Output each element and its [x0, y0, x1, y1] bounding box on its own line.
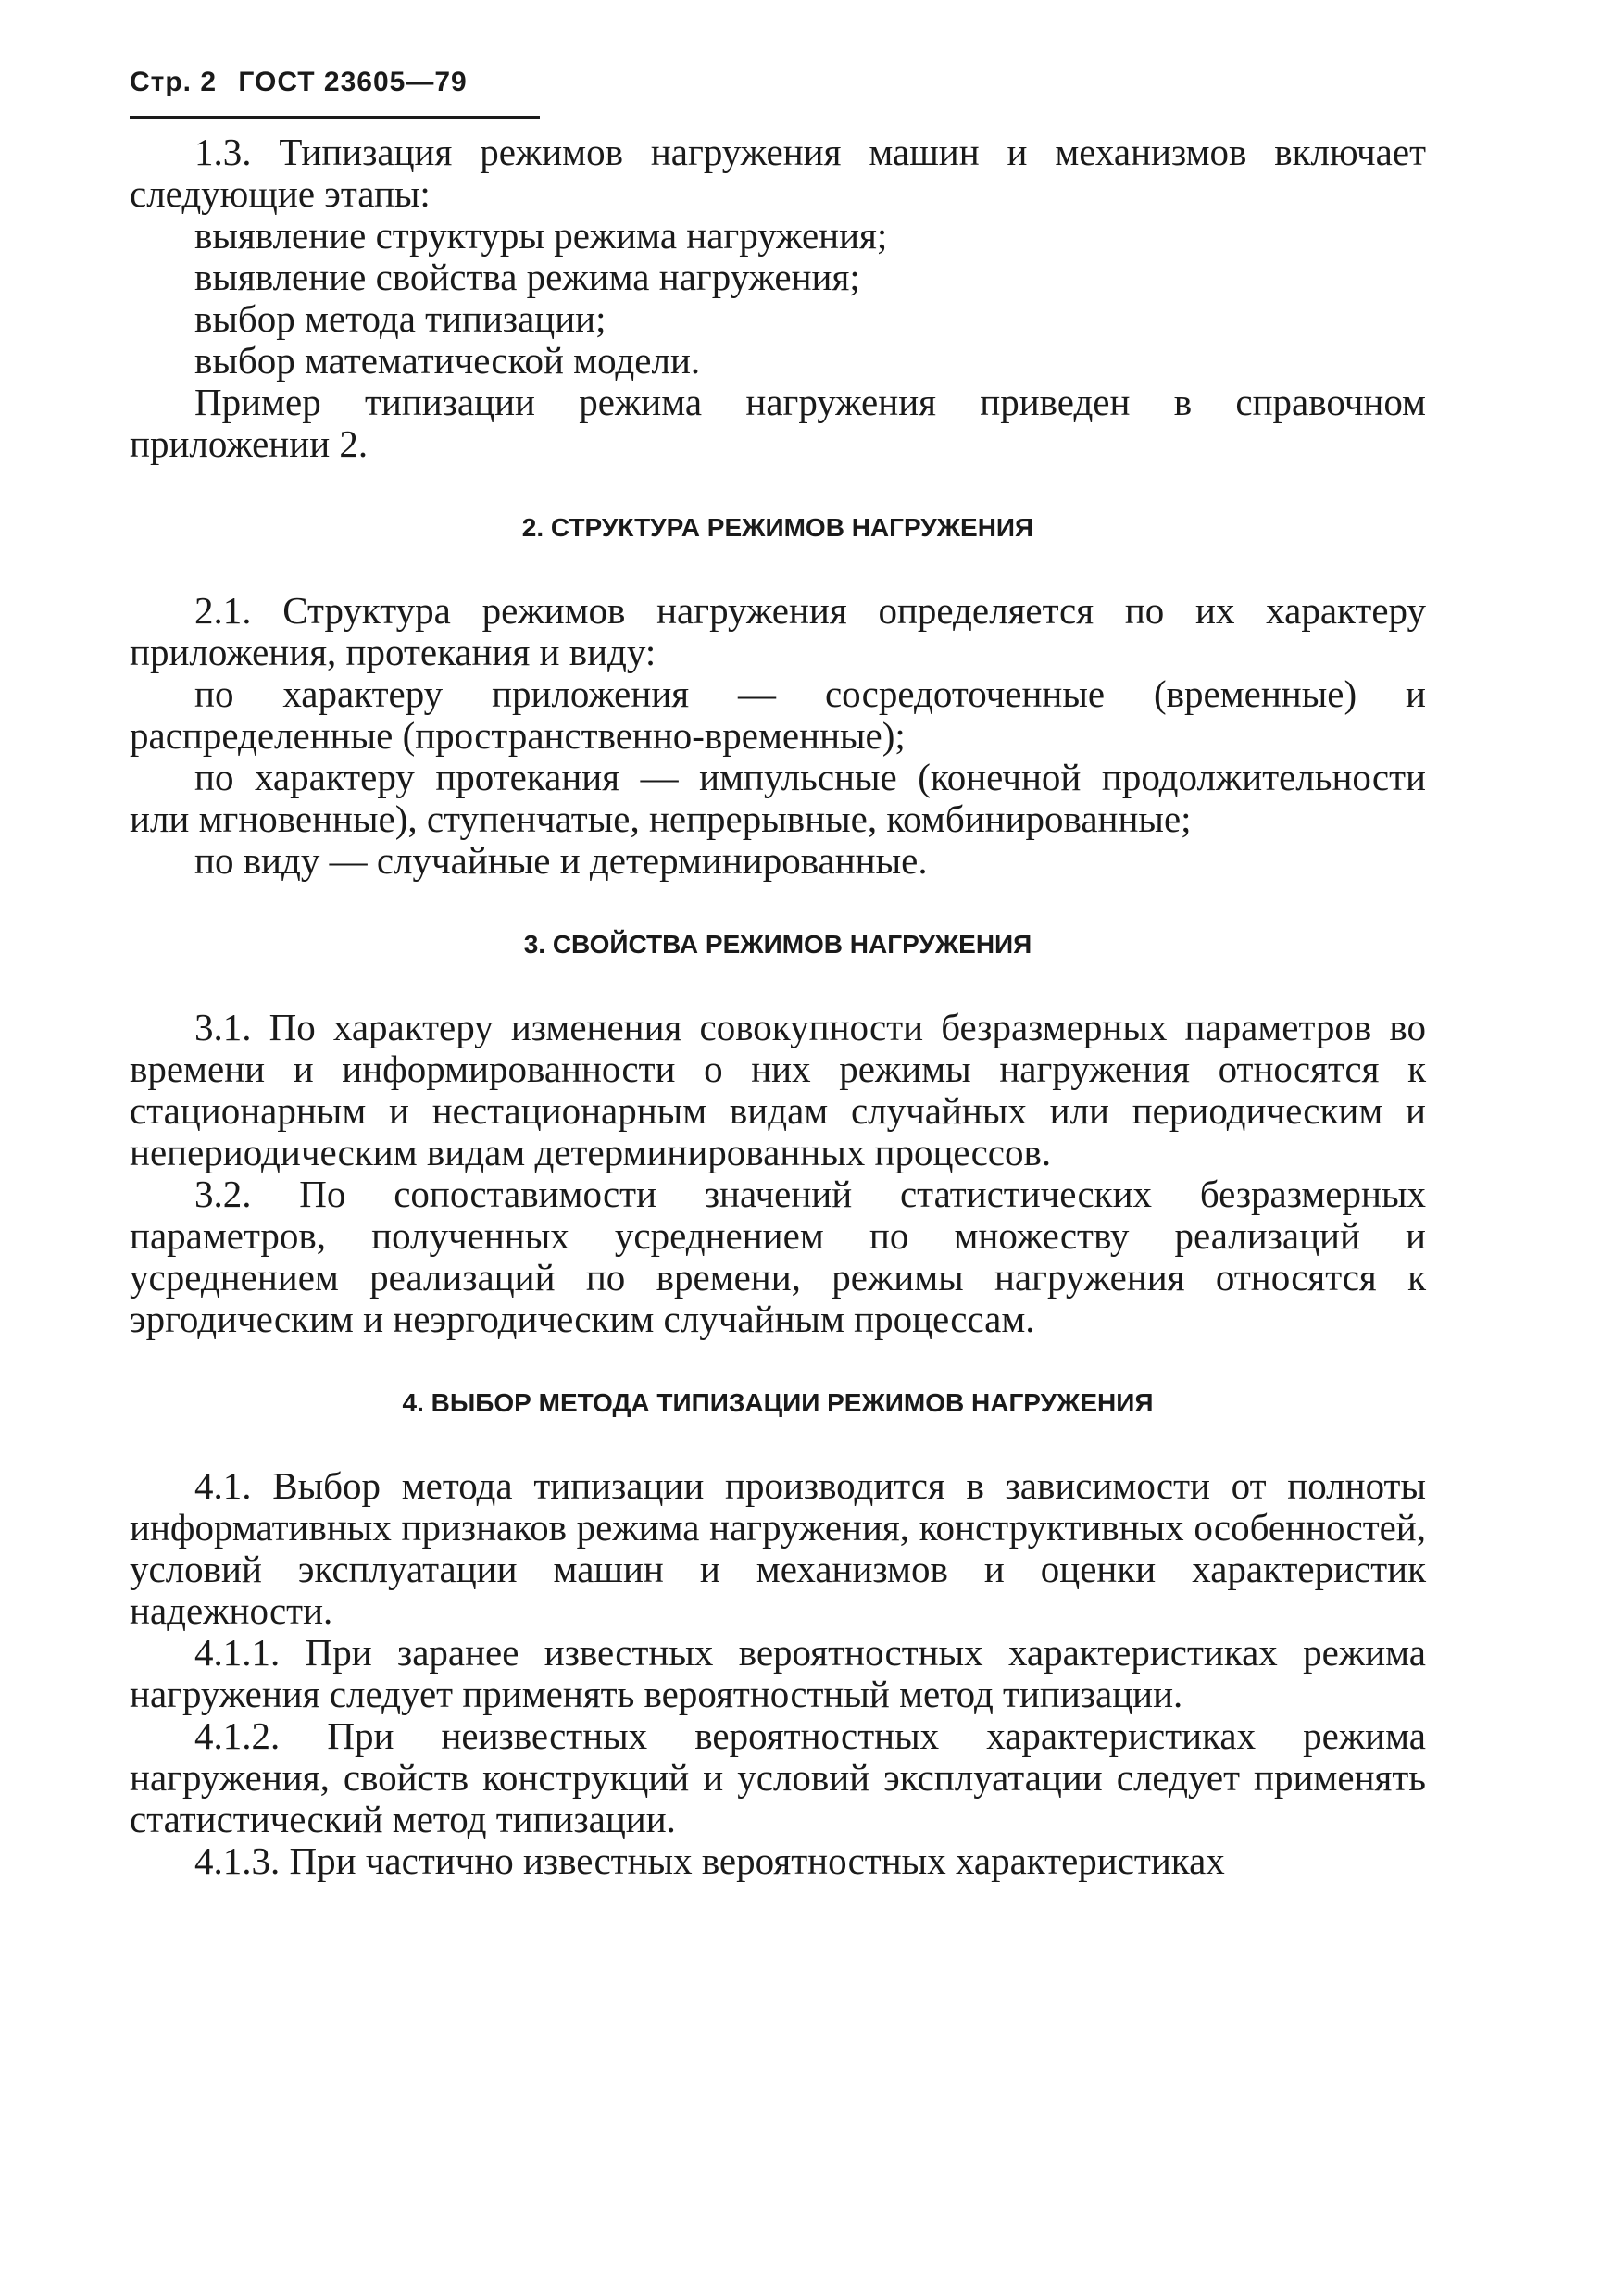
section-heading-2: 2. СТРУКТУРА РЕЖИМОВ НАГРУЖЕНИЯ: [521, 513, 1034, 542]
list-item: выбор метода типизации;: [194, 297, 606, 340]
section-heading-3: 3. СВОЙСТВА РЕЖИМОВ НАГРУЖЕНИЯ: [523, 930, 1032, 959]
clause-3-1: 3.1. По характеру изменения совокупности безразмерных параметров во времени и информированности о них режимы нагружения относятся к стационарным и нестационарным видам случайных или периодическим и непериодическим видам детерминированных процессов.: [130, 1006, 1426, 1173]
example-paragraph: Пример типизации режима нагружения приведен в справочном приложении 2.: [130, 381, 1426, 465]
clause-4-1-3: 4.1.3. При частично известных вероятностных характеристиках: [194, 1839, 1225, 1882]
paragraph: по характеру приложения — сосредоточенные (временные) и распределенные (пространственно-временные);: [130, 672, 1426, 757]
clause-4-1-1: 4.1.1. При заранее известных вероятностных характеристиках режима нагружения следует применять вероятностный метод типизации.: [130, 1631, 1426, 1715]
standard-number: ГОСТ 23605—79: [238, 67, 468, 97]
page-label: Стр. 2: [130, 67, 218, 97]
clause-4-1-2: 4.1.2. При неизвестных вероятностных характеристиках режима нагружения, свойств конструкций и условий эксплуатации следует применять статистический метод типизации.: [130, 1714, 1426, 1840]
section-heading-4: 4. ВЫБОР МЕТОДА ТИПИЗАЦИИ РЕЖИМОВ НАГРУЖЕНИЯ: [402, 1388, 1154, 1417]
clause-4-1: 4.1. Выбор метода типизации производится в зависимости от полноты информативных признаков режима нагружения, конструктивных особенностей, условий эксплуатации машин и механизмов и оценки характеристик надежности.: [130, 1464, 1426, 1632]
list-item: выявление свойства режима нагружения;: [194, 256, 860, 298]
clause-3-2: 3.2. По сопоставимости значений статистических безразмерных параметров, полученных усреднением по множеству реализаций и усреднением реализаций по времени, режимы нагружения относятся к эргодическим и неэргодическим случайным процессам.: [130, 1173, 1426, 1340]
body-text: [130, 132, 1426, 1882]
list-item: выбор математической модели.: [194, 339, 701, 382]
list-item: выявление структуры режима нагружения;: [194, 214, 888, 257]
paragraph: по виду — случайные и детерминированные.: [194, 839, 928, 882]
running-head: [130, 67, 481, 98]
clause-2-1: 2.1. Структура режимов нагружения определяется по их характеру приложения, протекания и виду:: [130, 589, 1426, 673]
paragraph: по характеру протекания — импульсные (конечной продолжительности или мгновенные), ступенчатые, непрерывные, комбинированные;: [130, 756, 1426, 840]
clause-1-3: 1.3. Типизация режимов нагружения машин и механизмов включает следующие этапы:: [130, 131, 1426, 215]
header-rule: [130, 116, 540, 119]
